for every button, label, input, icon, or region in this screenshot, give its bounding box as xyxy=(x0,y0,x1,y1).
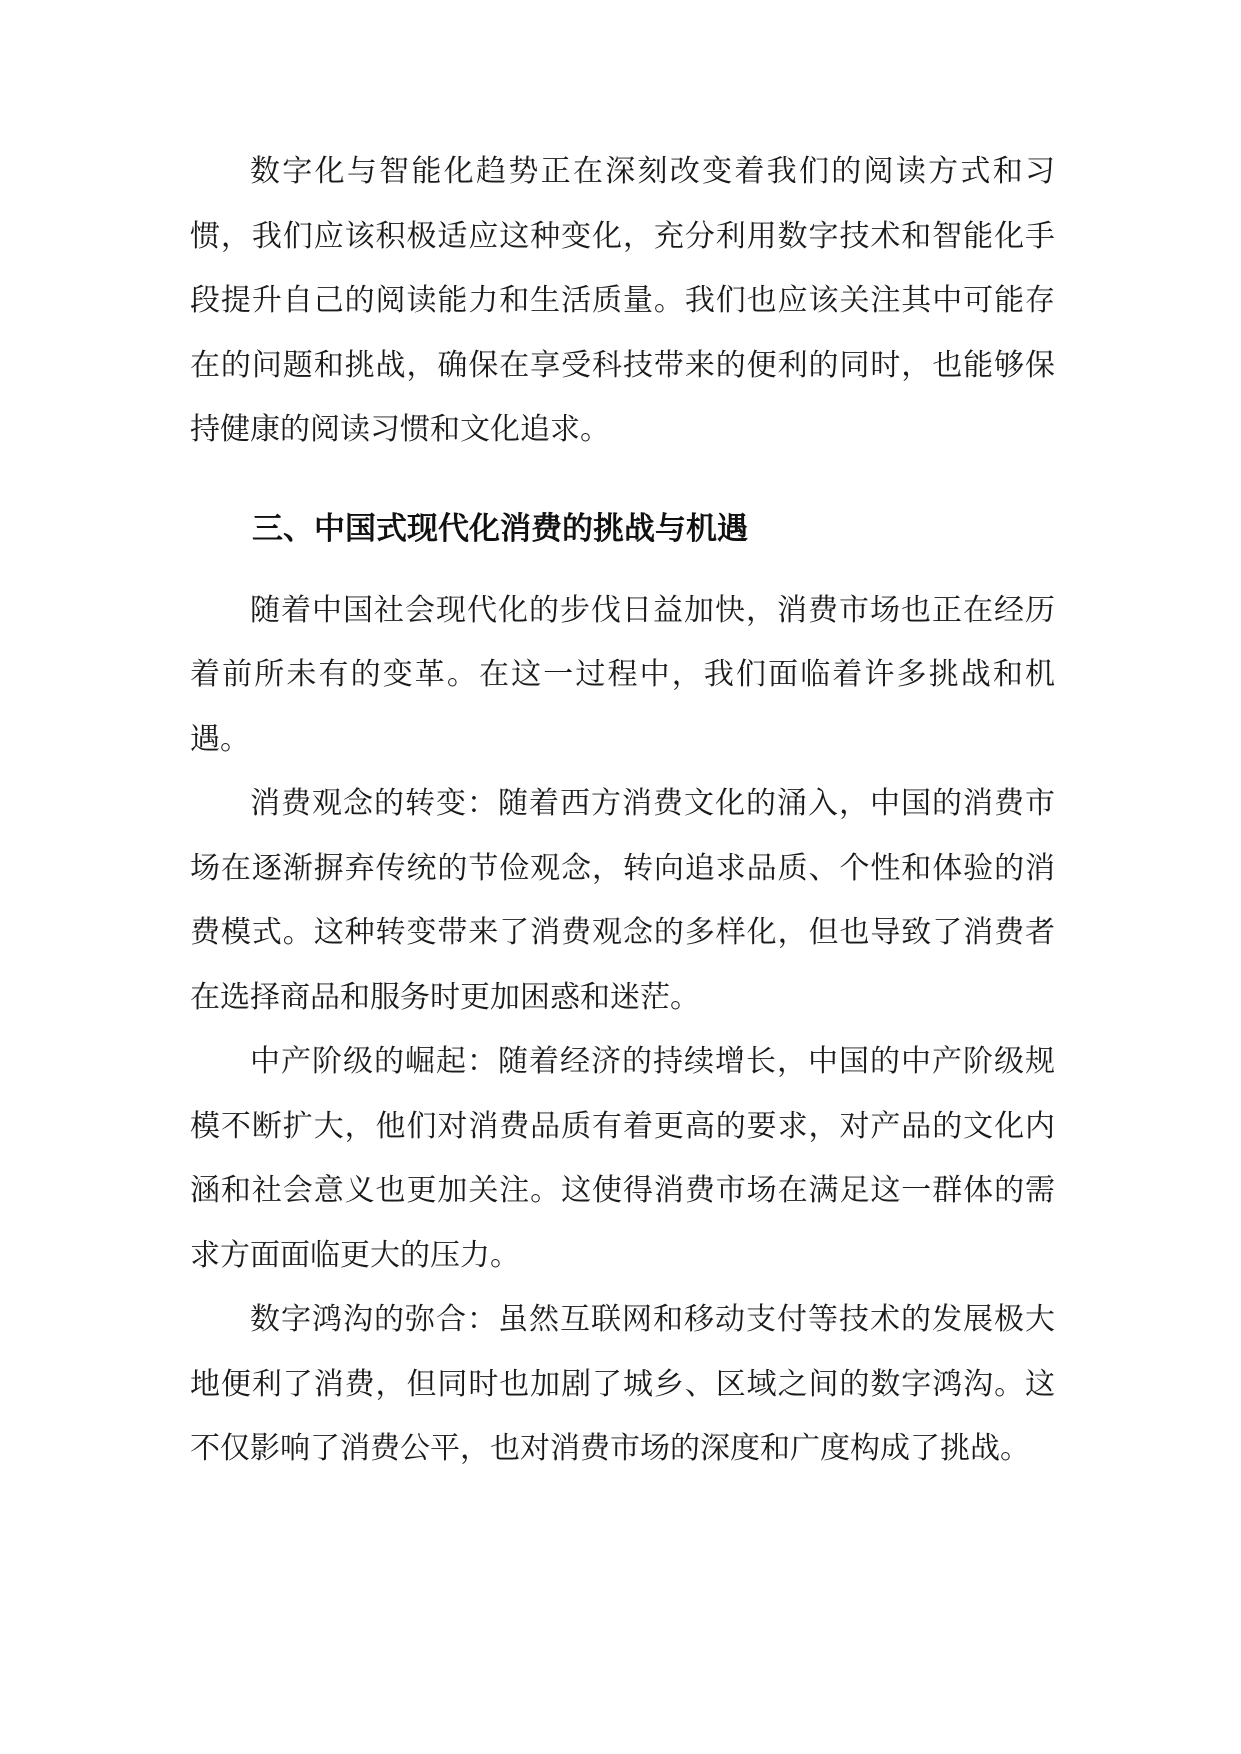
paragraph-digital-reading: 数字化与智能化趋势正在深刻改变着我们的阅读方式和习惯，我们应该积极适应这种变化，充分利用数字技术和智能化手段提升自己的阅读能力和生活质量。我们也应该关注其中可能存在的问题和挑战，确保在享受科技带来的便利的同时，也能够保持健康的阅读习惯和文化追求。 xyxy=(190,154,1055,447)
paragraph-consumption-intro: 随着中国社会现代化的步伐日益加快，消费市场也正在经历着前所未有的变革。在这一过程中，我们面临着许多挑战和机遇。 xyxy=(190,592,1055,757)
paragraph-middle-class: 中产阶级的崛起：随着经济的持续增长，中国的中产阶级规模不断扩大，他们对消费品质有着更高的要求，对产品的文化内涵和社会意义也更加关注。这使得消费市场在满足这一群体的需求方面面临更大的压力。 xyxy=(190,1044,1055,1273)
section-heading: 三、中国式现代化消费的挑战与机遇 xyxy=(252,510,748,547)
paragraph-consumption-concept: 消费观念的转变：随着西方消费文化的涌入，中国的消费市场在逐渐摒弃传统的节俭观念，转向追求品质、个性和体验的消费模式。这种转变带来了消费观念的多样化，但也导致了消费者在选择商品和服务时更加困惑和迷茫。 xyxy=(190,786,1055,1015)
paragraph-digital-divide: 数字鸿沟的弥合：虽然互联网和移动支付等技术的发展极大地便利了消费，但同时也加剧了城乡、区域之间的数字鸿沟。这不仅影响了消费公平，也对消费市场的深度和广度构成了挑战。 xyxy=(190,1302,1055,1466)
document-body xyxy=(190,140,1055,1482)
